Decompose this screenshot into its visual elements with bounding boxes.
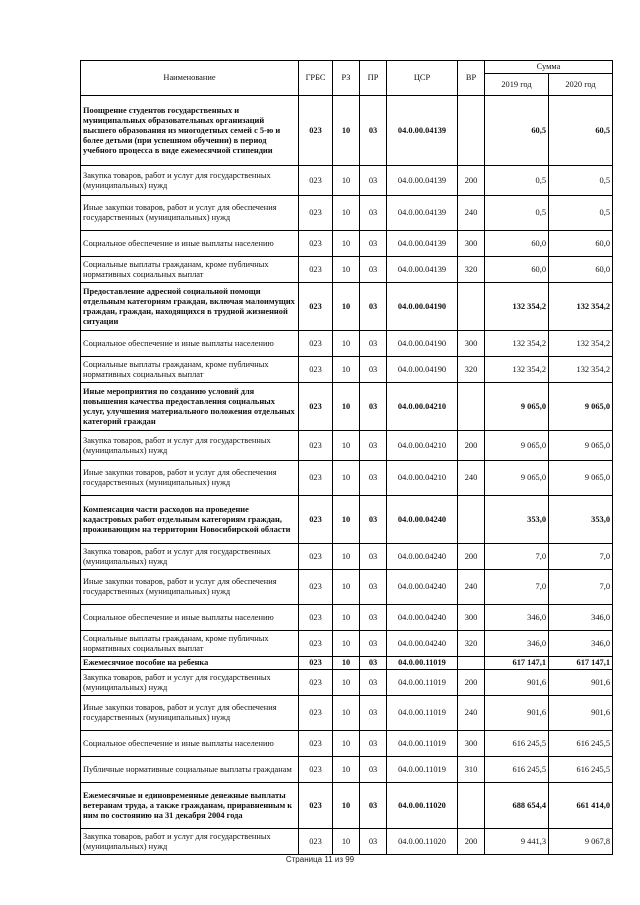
row-rz: 10: [333, 383, 360, 431]
row-sum-2020: 60,0: [549, 231, 613, 257]
row-pr: 03: [360, 657, 387, 670]
table-row: [81, 829, 613, 855]
row-pr: 03: [360, 783, 387, 829]
row-vr: 300: [458, 605, 485, 631]
row-sum-2019: 9 065,0: [485, 461, 549, 496]
row-rz: 10: [333, 331, 360, 357]
row-sum-2019: 616 245,5: [485, 731, 549, 757]
table-row: [81, 605, 613, 631]
row-rz: 10: [333, 670, 360, 696]
table-row: [81, 570, 613, 605]
row-csr: 04.0.00.11020: [387, 829, 458, 855]
row-vr: 200: [458, 829, 485, 855]
row-grbs: 023: [299, 383, 333, 431]
row-grbs: 023: [299, 357, 333, 383]
row-name: Социальные выплаты гражданам, кроме публичных нормативных социальных выплат: [81, 357, 299, 383]
row-vr: [458, 657, 485, 670]
row-sum-2020: 616 245,5: [549, 731, 613, 757]
table-row: [81, 670, 613, 696]
table-row: [81, 696, 613, 731]
row-grbs: 023: [299, 783, 333, 829]
row-pr: 03: [360, 357, 387, 383]
row-csr: 04.0.00.11019: [387, 757, 458, 783]
row-sum-2019: 688 654,4: [485, 783, 549, 829]
row-name: Социальное обеспечение и иные выплаты населению: [81, 331, 299, 357]
row-name: Социальные выплаты гражданам, кроме публичных нормативных социальных выплат: [81, 631, 299, 657]
row-sum-2019: 0,5: [485, 166, 549, 196]
row-csr: 04.0.00.04139: [387, 166, 458, 196]
row-csr: 04.0.00.04139: [387, 196, 458, 231]
table-row: [81, 283, 613, 331]
row-grbs: 023: [299, 670, 333, 696]
row-sum-2020: 9 065,0: [549, 431, 613, 461]
row-vr: [458, 383, 485, 431]
row-rz: 10: [333, 166, 360, 196]
header-2020: 2020 год: [549, 74, 613, 96]
row-vr: 200: [458, 544, 485, 570]
row-rz: 10: [333, 631, 360, 657]
row-sum-2020: 60,0: [549, 257, 613, 283]
row-sum-2020: 617 147,1: [549, 657, 613, 670]
table-row: [81, 757, 613, 783]
header-2019: 2019 год: [485, 74, 549, 96]
row-sum-2020: 616 245,5: [549, 757, 613, 783]
row-grbs: 023: [299, 257, 333, 283]
row-rz: 10: [333, 696, 360, 731]
row-rz: 10: [333, 196, 360, 231]
row-pr: 03: [360, 166, 387, 196]
row-pr: 03: [360, 496, 387, 544]
row-sum-2019: 7,0: [485, 570, 549, 605]
row-sum-2020: 353,0: [549, 496, 613, 544]
row-sum-2019: 132 354,2: [485, 357, 549, 383]
row-vr: 320: [458, 357, 485, 383]
page-number: Страница 11 из 99: [285, 855, 355, 864]
row-name: Публичные нормативные социальные выплаты гражданам: [81, 757, 299, 783]
row-sum-2019: 901,6: [485, 696, 549, 731]
row-grbs: 023: [299, 431, 333, 461]
row-sum-2019: 0,5: [485, 196, 549, 231]
row-sum-2020: 9 067,8: [549, 829, 613, 855]
row-name: Социальное обеспечение и иные выплаты населению: [81, 605, 299, 631]
row-sum-2019: 901,6: [485, 670, 549, 696]
row-csr: 04.0.00.11019: [387, 696, 458, 731]
row-sum-2019: 132 354,2: [485, 331, 549, 357]
row-sum-2019: 60,5: [485, 96, 549, 166]
row-sum-2020: 132 354,2: [549, 283, 613, 331]
row-name: Закупка товаров, работ и услуг для государственных (муниципальных) нужд: [81, 166, 299, 196]
row-csr: 04.0.00.11019: [387, 657, 458, 670]
row-name: Предоставление адресной социальной помощи отдельным категориям граждан, включая малоимущих граждан, граждан, находящихся в трудной жизненной ситуации: [81, 283, 299, 331]
row-pr: 03: [360, 196, 387, 231]
row-name: Социальное обеспечение и иные выплаты населению: [81, 731, 299, 757]
row-vr: 310: [458, 757, 485, 783]
row-csr: 04.0.00.04210: [387, 383, 458, 431]
row-vr: 320: [458, 257, 485, 283]
row-name: Иные закупки товаров, работ и услуг для обеспечения государственных (муниципальных) нужд: [81, 696, 299, 731]
row-sum-2019: 617 147,1: [485, 657, 549, 670]
row-pr: 03: [360, 696, 387, 731]
row-csr: 04.0.00.11019: [387, 731, 458, 757]
table-row: [81, 257, 613, 283]
row-csr: 04.0.00.04190: [387, 283, 458, 331]
row-sum-2019: 616 245,5: [485, 757, 549, 783]
table-row: [81, 544, 613, 570]
row-grbs: 023: [299, 96, 333, 166]
row-pr: 03: [360, 757, 387, 783]
row-name: Ежемесячные и единовременные денежные выплаты ветеранам труда, а также гражданам, приравненным к ним по состоянию на 31 декабря 2004 года: [81, 783, 299, 829]
row-grbs: 023: [299, 461, 333, 496]
row-name: Социальное обеспечение и иные выплаты населению: [81, 231, 299, 257]
row-grbs: 023: [299, 696, 333, 731]
row-rz: 10: [333, 544, 360, 570]
table-row: [81, 783, 613, 829]
row-grbs: 023: [299, 283, 333, 331]
row-rz: 10: [333, 829, 360, 855]
row-vr: 200: [458, 670, 485, 696]
row-name: Иные закупки товаров, работ и услуг для обеспечения государственных (муниципальных) нужд: [81, 570, 299, 605]
row-grbs: 023: [299, 496, 333, 544]
table-row: [81, 731, 613, 757]
row-sum-2020: 9 065,0: [549, 383, 613, 431]
header-sum: Сумма: [485, 61, 613, 74]
row-rz: 10: [333, 605, 360, 631]
row-csr: 04.0.00.04139: [387, 96, 458, 166]
row-csr: 04.0.00.04240: [387, 544, 458, 570]
row-pr: 03: [360, 731, 387, 757]
table-body: [81, 96, 613, 855]
header-csr: ЦСР: [387, 61, 458, 96]
table-row: [81, 96, 613, 166]
row-sum-2019: 9 441,3: [485, 829, 549, 855]
row-rz: 10: [333, 731, 360, 757]
row-vr: 200: [458, 431, 485, 461]
row-grbs: 023: [299, 731, 333, 757]
row-csr: 04.0.00.11020: [387, 783, 458, 829]
table-row: [81, 461, 613, 496]
table-row: [81, 196, 613, 231]
row-pr: 03: [360, 829, 387, 855]
row-pr: 03: [360, 96, 387, 166]
table-row: [81, 383, 613, 431]
row-name: Поощрение студентов государственных и муниципальных образовательных организаций высшего образования из многодетных семей с 5-ю и более детьми (при успешном обучении) в период учебного процесса в виде ежемесячной стипендии: [81, 96, 299, 166]
row-rz: 10: [333, 657, 360, 670]
row-grbs: 023: [299, 605, 333, 631]
row-sum-2020: 132 354,2: [549, 357, 613, 383]
row-pr: 03: [360, 670, 387, 696]
row-sum-2020: 7,0: [549, 544, 613, 570]
row-rz: 10: [333, 283, 360, 331]
row-grbs: 023: [299, 631, 333, 657]
row-name: Закупка товаров, работ и услуг для государственных (муниципальных) нужд: [81, 544, 299, 570]
row-csr: 04.0.00.04139: [387, 257, 458, 283]
row-name: Закупка товаров, работ и услуг для государственных (муниципальных) нужд: [81, 670, 299, 696]
row-rz: 10: [333, 231, 360, 257]
row-rz: 10: [333, 431, 360, 461]
row-grbs: 023: [299, 231, 333, 257]
row-grbs: 023: [299, 196, 333, 231]
row-rz: 10: [333, 257, 360, 283]
row-sum-2020: 9 065,0: [549, 461, 613, 496]
budget-table: [80, 60, 613, 855]
row-vr: 200: [458, 166, 485, 196]
row-csr: 04.0.00.04190: [387, 357, 458, 383]
row-pr: 03: [360, 544, 387, 570]
row-sum-2020: 661 414,0: [549, 783, 613, 829]
row-rz: 10: [333, 496, 360, 544]
row-sum-2019: 346,0: [485, 631, 549, 657]
row-rz: 10: [333, 757, 360, 783]
table-row: [81, 231, 613, 257]
row-name: Компенсация части расходов на проведение кадастровых работ отдельным категориям граждан, проживающим на территории Новосибирской области: [81, 496, 299, 544]
table-row: [81, 431, 613, 461]
row-rz: 10: [333, 570, 360, 605]
row-pr: 03: [360, 431, 387, 461]
row-sum-2019: 60,0: [485, 257, 549, 283]
row-name: Иные закупки товаров, работ и услуг для обеспечения государственных (муниципальных) нужд: [81, 196, 299, 231]
row-rz: 10: [333, 357, 360, 383]
row-vr: [458, 783, 485, 829]
row-name: Закупка товаров, работ и услуг для государственных (муниципальных) нужд: [81, 829, 299, 855]
row-vr: 320: [458, 631, 485, 657]
row-grbs: 023: [299, 829, 333, 855]
row-sum-2020: 132 354,2: [549, 331, 613, 357]
header-rz: РЗ: [333, 61, 360, 96]
row-grbs: 023: [299, 544, 333, 570]
row-pr: 03: [360, 631, 387, 657]
row-pr: 03: [360, 331, 387, 357]
row-pr: 03: [360, 461, 387, 496]
row-sum-2020: 346,0: [549, 631, 613, 657]
row-csr: 04.0.00.04210: [387, 431, 458, 461]
row-sum-2020: 346,0: [549, 605, 613, 631]
row-sum-2019: 7,0: [485, 544, 549, 570]
row-vr: [458, 283, 485, 331]
row-csr: 04.0.00.04240: [387, 631, 458, 657]
row-csr: 04.0.00.04139: [387, 231, 458, 257]
row-name: Иные мероприятия по созданию условий для повышения качества предоставления социальных услуг, улучшения материального положения отдельных категорий граждан: [81, 383, 299, 431]
row-sum-2019: 9 065,0: [485, 383, 549, 431]
row-rz: 10: [333, 96, 360, 166]
row-name: Ежемесячное пособие на ребенка: [81, 657, 299, 670]
row-sum-2019: 346,0: [485, 605, 549, 631]
table-row: [81, 357, 613, 383]
row-csr: 04.0.00.04240: [387, 570, 458, 605]
row-pr: 03: [360, 283, 387, 331]
row-vr: 240: [458, 461, 485, 496]
row-grbs: 023: [299, 570, 333, 605]
row-sum-2019: 9 065,0: [485, 431, 549, 461]
row-csr: 04.0.00.04210: [387, 461, 458, 496]
row-grbs: 023: [299, 166, 333, 196]
row-sum-2019: 60,0: [485, 231, 549, 257]
row-csr: 04.0.00.04240: [387, 605, 458, 631]
row-sum-2020: 0,5: [549, 196, 613, 231]
row-grbs: 023: [299, 657, 333, 670]
table-row: [81, 631, 613, 657]
row-name: Закупка товаров, работ и услуг для государственных (муниципальных) нужд: [81, 431, 299, 461]
row-vr: 240: [458, 696, 485, 731]
row-sum-2019: 353,0: [485, 496, 549, 544]
row-name: Иные закупки товаров, работ и услуг для обеспечения государственных (муниципальных) нужд: [81, 461, 299, 496]
row-vr: 300: [458, 231, 485, 257]
row-csr: 04.0.00.04190: [387, 331, 458, 357]
row-vr: 240: [458, 570, 485, 605]
row-sum-2020: 7,0: [549, 570, 613, 605]
row-sum-2020: 901,6: [549, 696, 613, 731]
row-rz: 10: [333, 783, 360, 829]
header-grbs: ГРБС: [299, 61, 333, 96]
row-pr: 03: [360, 605, 387, 631]
table-row: [81, 331, 613, 357]
row-rz: 10: [333, 461, 360, 496]
row-name: Социальные выплаты гражданам, кроме публичных нормативных социальных выплат: [81, 257, 299, 283]
row-vr: 300: [458, 731, 485, 757]
header-vr: ВР: [458, 61, 485, 96]
header-name: Наименование: [81, 61, 299, 96]
row-csr: 04.0.00.11019: [387, 670, 458, 696]
row-pr: 03: [360, 570, 387, 605]
row-vr: [458, 496, 485, 544]
row-pr: 03: [360, 383, 387, 431]
table-row: [81, 166, 613, 196]
row-sum-2020: 60,5: [549, 96, 613, 166]
row-sum-2020: 901,6: [549, 670, 613, 696]
row-sum-2020: 0,5: [549, 166, 613, 196]
row-csr: 04.0.00.04240: [387, 496, 458, 544]
row-grbs: 023: [299, 757, 333, 783]
row-vr: 240: [458, 196, 485, 231]
table-row: [81, 657, 613, 670]
header-pr: ПР: [360, 61, 387, 96]
row-grbs: 023: [299, 331, 333, 357]
table-row: [81, 496, 613, 544]
row-vr: 300: [458, 331, 485, 357]
row-vr: [458, 96, 485, 166]
row-sum-2019: 132 354,2: [485, 283, 549, 331]
row-pr: 03: [360, 231, 387, 257]
row-pr: 03: [360, 257, 387, 283]
